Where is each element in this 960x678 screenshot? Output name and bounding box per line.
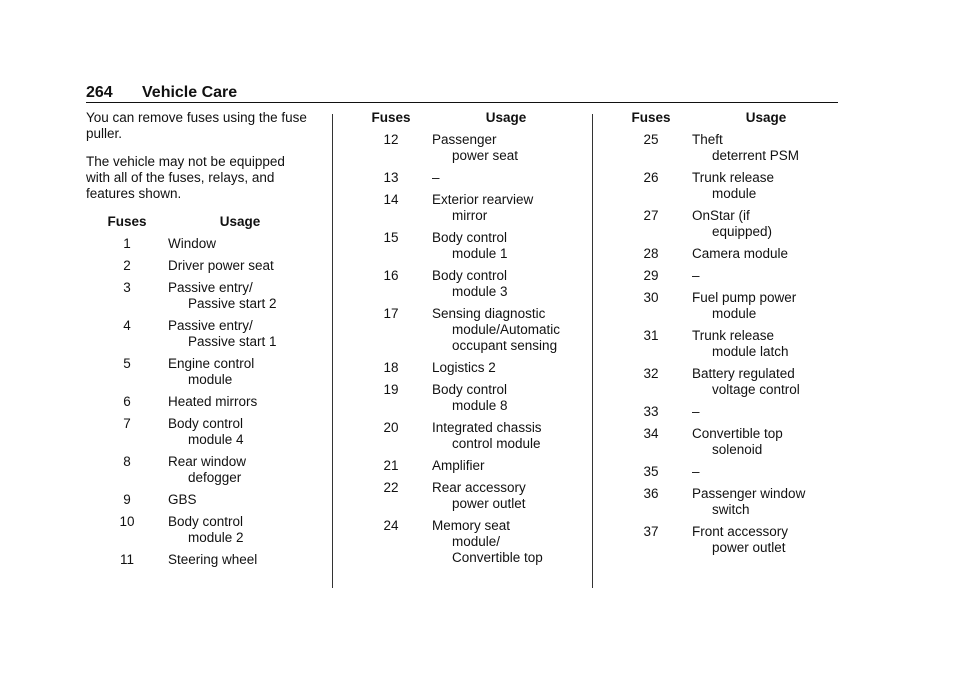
fuse-number: 35	[643, 464, 659, 479]
fuse-usage: Camera module	[692, 246, 789, 261]
table-row	[610, 426, 840, 458]
usage-header: Usage	[485, 110, 527, 125]
fuse-number: 4	[123, 318, 131, 333]
fuse-usage: Trunk release module latch	[692, 328, 789, 359]
fuse-usage: Exterior rearview mirror	[432, 192, 534, 223]
intro-text	[86, 110, 312, 202]
column-1	[86, 110, 312, 574]
page-header	[86, 84, 237, 102]
table-row	[350, 518, 580, 566]
fuse-usage: Engine control module	[168, 356, 255, 387]
fuse-usage: Rear window defogger	[168, 454, 247, 485]
column-divider-1	[332, 114, 333, 588]
table-header	[610, 110, 840, 126]
fuse-usage: Passenger window switch	[692, 486, 806, 517]
fuse-usage: Body control module 2	[168, 514, 244, 545]
fuse-usage: Passenger power seat	[432, 132, 519, 163]
table-rows	[350, 132, 580, 566]
table-row	[350, 132, 580, 164]
fuse-number: 12	[383, 132, 399, 147]
table-row	[86, 258, 312, 274]
table-header	[86, 214, 312, 230]
fuse-usage: –	[692, 464, 700, 479]
fuse-usage: Passive entry/ Passive start 2	[168, 280, 277, 311]
fuse-usage: Sensing diagnostic module/Automatic occupant sensing	[432, 306, 561, 353]
table-row	[86, 416, 312, 448]
fuses-header: Fuses	[371, 110, 411, 125]
table-row	[610, 132, 840, 164]
fuse-number: 10	[119, 514, 135, 529]
fuse-number: 36	[643, 486, 659, 501]
fuse-usage: Theft deterrent PSM	[692, 132, 800, 163]
fuse-usage: Front accessory power outlet	[692, 524, 789, 555]
fuse-number: 17	[383, 306, 399, 321]
fuse-usage: Body control module 3	[432, 268, 508, 299]
fuse-number: 14	[383, 192, 399, 207]
table-row	[610, 246, 840, 262]
table-row	[610, 290, 840, 322]
fuse-usage: OnStar (if equipped)	[692, 208, 773, 239]
fuse-number: 9	[123, 492, 131, 507]
fuse-number: 31	[643, 328, 659, 343]
fuse-usage: –	[692, 404, 700, 419]
table-row	[610, 524, 840, 556]
fuse-number: 32	[643, 366, 659, 381]
table-row	[86, 356, 312, 388]
fuse-number: 19	[383, 382, 399, 397]
fuse-number: 11	[119, 552, 134, 567]
table-row	[350, 382, 580, 414]
fuse-number: 18	[383, 360, 399, 375]
fuse-number: 30	[643, 290, 659, 305]
fuse-number: 6	[123, 394, 131, 409]
fuse-number: 5	[123, 356, 131, 371]
fuse-number: 34	[643, 426, 659, 441]
table-row	[86, 552, 312, 568]
header-rule	[86, 102, 838, 103]
fuse-table-3	[610, 110, 840, 556]
fuse-number: 13	[383, 170, 399, 185]
table-row	[610, 328, 840, 360]
table-row	[86, 492, 312, 508]
table-row	[350, 480, 580, 512]
table-row	[610, 404, 840, 420]
table-header	[350, 110, 580, 126]
table-row	[350, 420, 580, 452]
table-row	[350, 268, 580, 300]
table-row	[86, 318, 312, 350]
table-row	[86, 454, 312, 486]
fuse-usage: –	[692, 268, 700, 283]
table-row	[86, 280, 312, 312]
fuse-number: 21	[383, 458, 399, 473]
table-row	[610, 208, 840, 240]
fuse-number: 27	[643, 208, 659, 223]
fuse-number: 16	[383, 268, 399, 283]
fuse-usage: Convertible top solenoid	[692, 426, 783, 457]
usage-header: Usage	[219, 214, 261, 229]
column-3	[610, 110, 840, 562]
fuse-number: 22	[383, 480, 399, 495]
fuse-usage: Integrated chassis control module	[432, 420, 542, 451]
table-row	[350, 458, 580, 474]
fuse-number: 25	[643, 132, 659, 147]
fuse-usage: Passive entry/ Passive start 1	[168, 318, 277, 349]
table-row	[610, 170, 840, 202]
fuse-number: 8	[123, 454, 131, 469]
fuse-usage: Body control module 8	[432, 382, 508, 413]
fuse-usage: Steering wheel	[168, 552, 258, 567]
fuses-header: Fuses	[631, 110, 671, 125]
intro-paragraph-1: You can remove fuses using the fuse puller.	[86, 110, 307, 141]
table-row	[350, 360, 580, 376]
table-row	[610, 268, 840, 284]
fuse-usage: Memory seat module/ Convertible top	[432, 518, 543, 565]
intro-paragraph-2: The vehicle may not be equipped with all of the fuses, relays, and features shown.	[86, 154, 285, 201]
fuse-usage: Fuel pump power module	[692, 290, 797, 321]
usage-header: Usage	[745, 110, 787, 125]
fuse-usage: Trunk release module	[692, 170, 775, 201]
fuse-number: 2	[123, 258, 131, 273]
fuse-usage: Driver power seat	[168, 258, 274, 273]
table-rows	[610, 132, 840, 556]
table-rows	[86, 236, 312, 568]
fuse-usage: GBS	[168, 492, 197, 507]
fuse-number: 7	[123, 416, 131, 431]
fuse-usage: Body control module 4	[168, 416, 244, 447]
column-divider-2	[592, 114, 593, 588]
fuse-number: 1	[123, 236, 131, 251]
fuse-table-2	[350, 110, 580, 566]
fuse-usage: Rear accessory power outlet	[432, 480, 526, 511]
table-row	[610, 366, 840, 398]
fuses-header: Fuses	[107, 214, 147, 229]
table-row	[350, 230, 580, 262]
fuse-usage: Battery regulated voltage control	[692, 366, 800, 397]
fuse-usage: –	[432, 170, 440, 185]
fuse-number: 28	[643, 246, 659, 261]
table-row	[350, 192, 580, 224]
fuse-number: 26	[643, 170, 659, 185]
table-row	[610, 464, 840, 480]
table-row	[86, 394, 312, 410]
table-row	[350, 170, 580, 186]
fuse-usage: Amplifier	[432, 458, 485, 473]
fuse-number: 33	[643, 404, 659, 419]
fuse-number: 29	[643, 268, 659, 283]
fuse-usage: Body control module 1	[432, 230, 508, 261]
fuse-number: 15	[383, 230, 399, 245]
fuse-usage: Window	[168, 236, 217, 251]
fuse-number: 20	[383, 420, 399, 435]
fuse-number: 3	[123, 280, 131, 295]
fuse-number: 24	[383, 518, 399, 533]
table-row	[610, 486, 840, 518]
table-row	[86, 514, 312, 546]
fuse-table-1	[86, 214, 312, 568]
page-number: 264	[86, 84, 113, 101]
table-row	[350, 306, 580, 354]
fuse-usage: Logistics 2	[432, 360, 496, 375]
fuse-usage: Heated mirrors	[168, 394, 258, 409]
table-row	[86, 236, 312, 252]
fuse-number: 37	[643, 524, 659, 539]
section-title: Vehicle Care	[142, 84, 238, 101]
column-2	[350, 110, 580, 572]
